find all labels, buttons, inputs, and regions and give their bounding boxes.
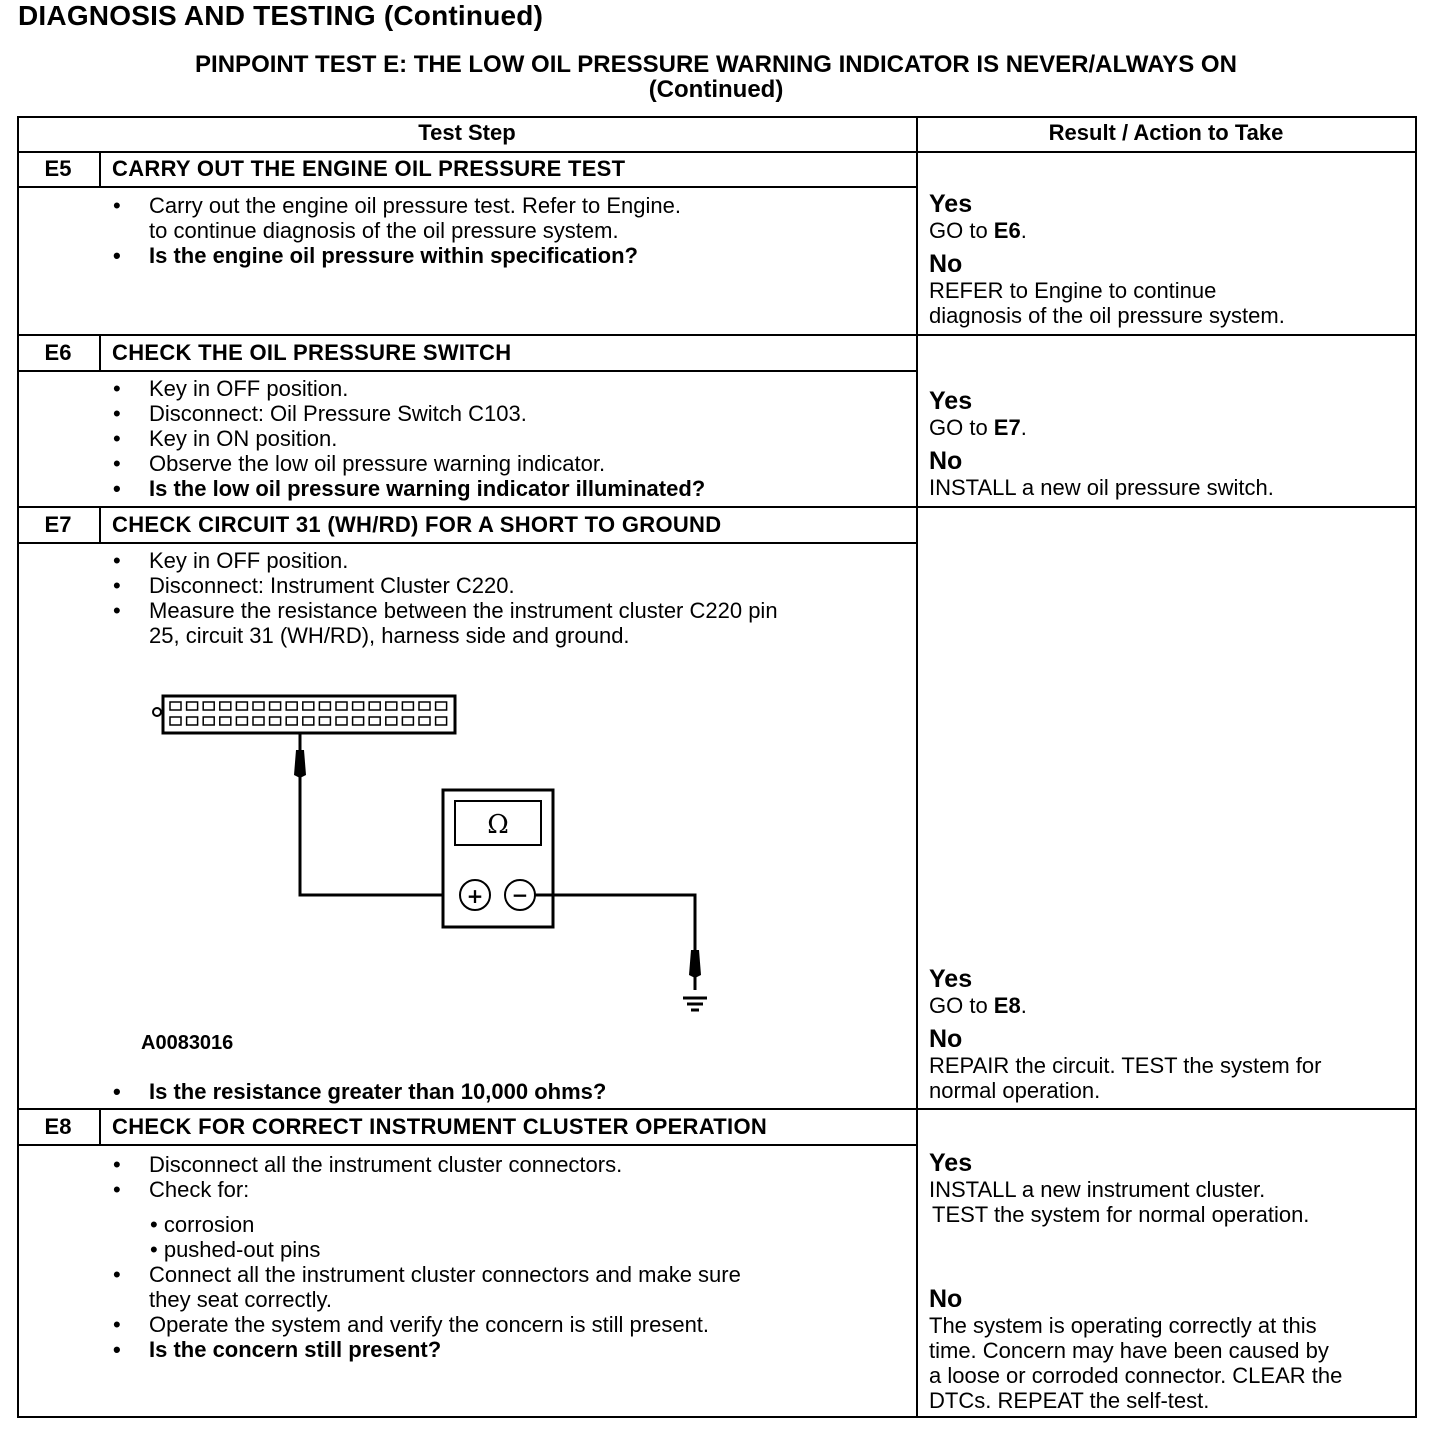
instruction-text: Connect all the instrument cluster connectors and make sure xyxy=(149,1262,741,1287)
positive-terminal-icon: + xyxy=(466,884,484,908)
step-title: CHECK CIRCUIT 31 (WH/RD) FOR A SHORT TO GROUND xyxy=(112,512,722,537)
e6-title-divider xyxy=(17,370,917,372)
test-lead-positive xyxy=(294,733,460,895)
result-block-yes xyxy=(929,1150,1309,1227)
connector-pin-cavity xyxy=(236,702,247,710)
connector-pin-cavity xyxy=(170,717,181,725)
yes-label: Yes xyxy=(929,1149,973,1177)
connector-pin-cavity xyxy=(236,717,247,725)
connector-pin-cavity xyxy=(436,702,447,710)
connector-pin-cavity xyxy=(319,702,330,710)
e6-id-divider xyxy=(99,334,101,372)
no-action-text: a loose or corroded connector. CLEAR the xyxy=(929,1363,1343,1388)
connector-pin-cavity xyxy=(286,702,297,710)
result-block xyxy=(929,388,1274,500)
connector-c220 xyxy=(153,696,455,733)
figure-id: A0083016 xyxy=(141,1032,234,1054)
no-label: No xyxy=(929,1285,963,1313)
yes-action: GO to E8. xyxy=(929,993,1027,1018)
yes-action-text: INSTALL a new instrument cluster. xyxy=(929,1177,1266,1202)
step-id: E6 xyxy=(44,340,72,365)
no-action-text: The system is operating correctly at this xyxy=(929,1313,1317,1338)
connector-pin-cavity xyxy=(336,717,347,725)
e5-title-divider xyxy=(17,186,917,188)
instruction: • Key in OFF position. xyxy=(113,548,778,573)
yes-target-step: E7 xyxy=(993,415,1021,440)
no-label: No xyxy=(929,1025,963,1053)
step-id: E7 xyxy=(44,512,72,537)
connector-pin-cavity xyxy=(203,717,214,725)
e8-title-divider xyxy=(17,1144,917,1146)
no-label: No xyxy=(929,250,963,278)
pinpoint-test-title xyxy=(0,52,1432,102)
connector-pin-cavity xyxy=(253,717,264,725)
e5-row-divider xyxy=(17,334,1417,336)
step-title: CHECK THE OIL PRESSURE SWITCH xyxy=(112,340,512,365)
e7-row-divider xyxy=(17,1108,1417,1110)
connector-pin-cavity xyxy=(270,717,281,725)
e8-id-divider xyxy=(99,1108,101,1146)
step-id: E5 xyxy=(44,156,72,181)
connector-pin-cavity xyxy=(336,702,347,710)
test-lead-negative xyxy=(535,895,701,990)
step-title: CHECK FOR CORRECT INSTRUMENT CLUSTER OPERATION xyxy=(112,1114,768,1139)
step-instructions xyxy=(113,548,778,648)
sub-list xyxy=(150,1212,320,1262)
instruction: • Operate the system and verify the concern is still present. xyxy=(113,1312,741,1337)
e7-title-divider xyxy=(17,542,917,544)
column-header-test-step: Test Step xyxy=(418,120,516,145)
instruction xyxy=(113,1262,741,1312)
connector-pin-cavity xyxy=(203,702,214,710)
question-text: Is the engine oil pressure within specification? xyxy=(149,243,638,268)
step-question xyxy=(113,1079,606,1104)
ground-icon xyxy=(683,998,707,1010)
connector-pin-cavity xyxy=(253,702,264,710)
connector-pin-cavity xyxy=(419,717,430,725)
step-instructions xyxy=(113,193,681,268)
question: • Is the low oil pressure warning indicator illuminated? xyxy=(113,476,705,501)
yes-action-text: TEST the system for normal operation. xyxy=(932,1202,1310,1227)
resistance-test-diagram xyxy=(140,685,740,1015)
step-title: CARRY OUT THE ENGINE OIL PRESSURE TEST xyxy=(112,156,626,181)
instruction: • Disconnect all the instrument cluster connectors. xyxy=(113,1152,622,1177)
question: • Is the resistance greater than 10,000 ohms? xyxy=(113,1079,606,1104)
yes-target-step: E6 xyxy=(993,218,1021,243)
yes-action: GO to E6. xyxy=(929,218,1027,243)
connector-pin-cavity xyxy=(436,717,447,725)
instruction-text: Measure the resistance between the instrument cluster C220 pin xyxy=(149,598,778,623)
instruction: • Disconnect: Instrument Cluster C220. xyxy=(113,573,778,598)
instruction-text-cont: to continue diagnosis of the oil pressure system. xyxy=(149,218,619,243)
pinpoint-test-title-line1: PINPOINT TEST E: THE LOW OIL PRESSURE WARNING INDICATOR IS NEVER/ALWAYS ON xyxy=(195,51,1237,78)
negative-terminal-icon: − xyxy=(511,883,529,907)
e7-id-divider xyxy=(99,506,101,544)
connector-pin-cavity xyxy=(353,702,364,710)
connector-pin-cavity xyxy=(369,717,380,725)
connector-pin-cavity xyxy=(170,702,181,710)
header-row-divider xyxy=(17,151,1417,153)
connector-pin-cavity xyxy=(419,702,430,710)
connector-pin-cavity xyxy=(187,717,198,725)
instruction xyxy=(113,193,681,243)
yes-action-text: GO to xyxy=(929,218,994,243)
result-block xyxy=(929,966,1321,1103)
step-instructions xyxy=(113,376,705,501)
connector-pin-cavity xyxy=(353,717,364,725)
connector-pin-cavity xyxy=(220,717,231,725)
yes-label: Yes xyxy=(929,965,973,993)
instruction-text-cont: they seat correctly. xyxy=(149,1287,332,1312)
connector-pin-cavity xyxy=(220,702,231,710)
connector-pin-cavity xyxy=(402,702,413,710)
connector-pin-cavity xyxy=(270,702,281,710)
question: • Is the concern still present? xyxy=(113,1337,741,1362)
instruction: • Observe the low oil pressure warning indicator. xyxy=(113,451,705,476)
pinpoint-test-title-line2: (Continued) xyxy=(648,76,784,103)
step-instructions xyxy=(113,1262,741,1362)
connector-pin-cavity xyxy=(303,702,314,710)
ohm-symbol: Ω xyxy=(487,810,509,840)
result-block-no xyxy=(929,1286,1342,1413)
instruction xyxy=(113,598,778,648)
sub-list-item-text: pushed-out pins xyxy=(163,1237,321,1262)
question xyxy=(113,243,681,268)
no-action-text: DTCs. REPEAT the self-test. xyxy=(929,1388,1210,1413)
column-divider xyxy=(916,116,918,1418)
instruction-text: Carry out the engine oil pressure test. Refer to Engine. xyxy=(149,193,681,218)
instruction: • Disconnect: Oil Pressure Switch C103. xyxy=(113,401,705,426)
yes-action-text: GO to xyxy=(929,993,994,1018)
yes-target-step: E8 xyxy=(993,993,1021,1018)
connector-pin-cavity xyxy=(386,702,397,710)
column-header-result: Result / Action to Take xyxy=(1048,120,1284,145)
yes-label: Yes xyxy=(929,387,973,415)
yes-label: Yes xyxy=(929,190,973,218)
connector-pin-cavity xyxy=(303,717,314,725)
connector-pin-cavity xyxy=(187,702,198,710)
connector-pin-cavity xyxy=(402,717,413,725)
sub-list-item-text: corrosion xyxy=(163,1212,255,1237)
step-instructions xyxy=(113,1152,622,1202)
connector-pin-cavity xyxy=(319,717,330,725)
connector-pin-cavity xyxy=(286,717,297,725)
no-action-text: REPAIR the circuit. TEST the system for xyxy=(929,1053,1322,1078)
yes-action: GO to E7. xyxy=(929,415,1027,440)
no-label: No xyxy=(929,447,963,475)
no-action-text: normal operation. xyxy=(929,1078,1101,1103)
instruction: • Key in ON position. xyxy=(113,426,705,451)
page-title: DIAGNOSIS AND TESTING (Continued) xyxy=(18,0,544,31)
connector-pin-cavity xyxy=(369,702,380,710)
sub-list-item: • pushed-out pins xyxy=(150,1237,321,1262)
step-id: E8 xyxy=(44,1114,72,1139)
yes-action-text: GO to xyxy=(929,415,994,440)
instruction: • Key in OFF position. xyxy=(113,376,705,401)
e6-row-divider xyxy=(17,506,1417,508)
instruction-text-cont: 25, circuit 31 (WH/RD), harness side and ground. xyxy=(149,623,630,648)
no-action-text: REFER to Engine to continue xyxy=(929,278,1217,303)
instruction: • Check for: xyxy=(113,1177,622,1202)
no-action-text: diagnosis of the oil pressure system. xyxy=(929,303,1285,328)
no-action-text: INSTALL a new oil pressure switch. xyxy=(929,475,1274,500)
ohmmeter xyxy=(443,790,553,927)
sub-list-item: • corrosion xyxy=(150,1212,255,1237)
result-block xyxy=(929,191,1285,328)
connector-pin-cavity xyxy=(386,717,397,725)
e5-id-divider xyxy=(99,151,101,188)
no-action-text: time. Concern may have been caused by xyxy=(929,1338,1329,1363)
